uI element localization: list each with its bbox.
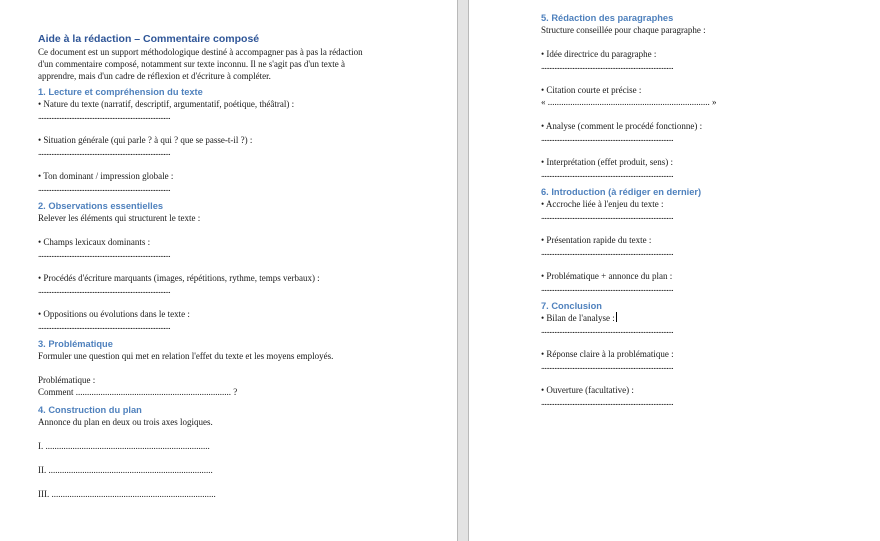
fill-in-line[interactable]: ................................................................................ xyxy=(541,133,674,143)
section-lead: Relever les éléments qui structurent le texte : xyxy=(38,213,201,223)
field-label: • Nature du texte (narratif, descriptif, argumentatif, poétique, théâtral) : xyxy=(38,99,295,109)
field-label: • Réponse claire à la problématique : xyxy=(541,349,674,359)
field-label-with-cursor[interactable] xyxy=(541,312,861,324)
section-lead: Structure conseillée pour chaque paragraphe : xyxy=(541,25,706,35)
fill-in-line[interactable]: ................................................................................ xyxy=(541,211,674,221)
fill-in-line[interactable]: ................................................................................ xyxy=(541,61,674,71)
field-label: • Interprétation (effet produit, sens) : xyxy=(541,157,673,167)
section-heading: 1. Lecture et compréhension du texte xyxy=(38,87,203,97)
section-heading: 6. Introduction (à rédiger en dernier) xyxy=(541,187,702,197)
field-label: • Présentation rapide du texte : xyxy=(541,235,652,245)
section-observations xyxy=(38,200,398,332)
section-conclusion xyxy=(541,300,861,408)
fill-in-line[interactable]: ................................................................................ xyxy=(541,325,674,335)
section-heading: 7. Conclusion xyxy=(541,301,602,311)
fill-in-line[interactable]: ................................................................................ xyxy=(541,283,674,293)
field-label: • Bilan de l'analyse : xyxy=(541,313,615,323)
section-heading: 3. Problématique xyxy=(38,339,113,349)
fill-in-line[interactable]: ................................................................................ xyxy=(541,169,674,179)
field-label: • Procédés d'écriture marquants (images, répétitions, rythme, temps verbaux) : xyxy=(38,273,320,283)
fill-in-line[interactable]: ................................................................................ xyxy=(38,321,171,331)
page-1-content[interactable] xyxy=(38,32,398,506)
plan-axis-2[interactable]: II. ......................................................................... xyxy=(38,465,213,475)
section-heading: 5. Rédaction des paragraphes xyxy=(541,13,674,23)
plan-axis-3[interactable]: III. ......................................................................... xyxy=(38,489,216,499)
field-label: • Problématique + annonce du plan : xyxy=(541,271,673,281)
field-label: • Citation courte et précise : xyxy=(541,85,642,95)
text-cursor xyxy=(616,312,617,322)
intro-paragraph xyxy=(38,46,398,82)
field-label: • Ton dominant / impression globale : xyxy=(38,171,174,181)
section-plan xyxy=(38,404,398,500)
document-title: Aide à la rédaction – Commentaire composé xyxy=(38,33,260,45)
page-separator xyxy=(457,0,469,541)
section-heading: 4. Construction du plan xyxy=(38,405,142,415)
field-label: • Analyse (comment le procédé fonctionne) : xyxy=(541,121,703,131)
fill-in-line[interactable]: ................................................................................ xyxy=(38,285,171,295)
field-label: • Accroche liée à l'enjeu du texte : xyxy=(541,199,664,209)
field-label: • Oppositions ou évolutions dans le texte : xyxy=(38,309,190,319)
page-2-content[interactable] xyxy=(541,12,861,414)
fill-in-line[interactable]: ................................................................................ xyxy=(38,111,171,121)
section-lecture xyxy=(38,86,398,194)
fill-in-line[interactable]: ................................................................................ xyxy=(541,397,674,407)
field-label: • Champs lexicaux dominants : xyxy=(38,237,151,247)
page-2[interactable] xyxy=(469,0,880,541)
intro-line: Ce document est un support méthodologique destiné à accompagner pas à pas la rédaction xyxy=(38,47,363,57)
section-paragraphes xyxy=(541,12,861,180)
fill-in-line[interactable]: ................................................................................ xyxy=(541,361,674,371)
section-problematique xyxy=(38,338,398,398)
section-lead: Annonce du plan en deux ou trois axes logiques. xyxy=(38,417,213,427)
fill-in-line[interactable]: ................................................................................ xyxy=(541,247,674,257)
field-label: • Situation générale (qui parle ? à qui ? que se passe-t-il ?) : xyxy=(38,135,253,145)
field-label: • Ouverture (facultative) : xyxy=(541,385,634,395)
field-label: • Idée directrice du paragraphe : xyxy=(541,49,657,59)
quote-fill-in-line[interactable]: « ........................................................................ » xyxy=(541,97,717,107)
intro-line: apprendre, mais d'un cadre de réflexion et d'écriture à compléter. xyxy=(38,71,271,81)
fill-in-line[interactable]: ................................................................................ xyxy=(38,249,171,259)
fill-in-line[interactable]: ................................................................................ xyxy=(38,183,171,193)
problematique-label: Problématique : xyxy=(38,375,96,385)
comment-fill-in-line[interactable]: Comment ..................................................................... ? xyxy=(38,387,238,397)
section-introduction xyxy=(541,186,861,294)
fill-in-line[interactable]: ................................................................................ xyxy=(38,147,171,157)
intro-line: d'un commentaire composé, notamment sur texte inconnu. Il ne s'agit pas d'un texte à xyxy=(38,59,346,69)
section-lead: Formuler une question qui met en relation l'effet du texte et les moyens employés. xyxy=(38,351,334,361)
section-heading: 2. Observations essentielles xyxy=(38,201,164,211)
plan-axis-1[interactable]: I. ......................................................................... xyxy=(38,441,210,451)
